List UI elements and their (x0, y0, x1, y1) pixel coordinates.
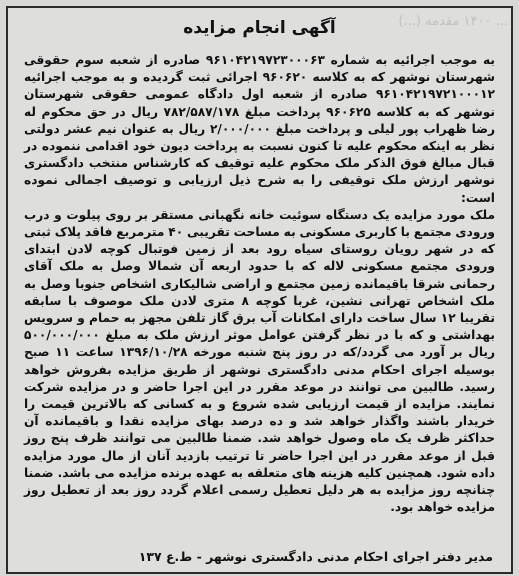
notice-paragraph-2: ملک مورد مزایده یک دستگاه سوئیت خانه نگهبانی مستقر بر روی پیلوت و درب ورودی مجتمع با کاربری مسکونی به مساحت تقریبی ۴۰ مترمربع فاقد پلاک ثبتی که در شهر رویان روستای سیاه رود بعد از زمین فوتبال کوچه لادن ابتدای ورودی مجتمع مسکونی لاله که با حدود اربعه آن شمالا وصل به ملک آقای رحمانی شرقا باقیمانده زمین مجتمع و اراضی شالیکاری اشخاص جنوبا وصل به ملک اشخاص تهرانی نشین، غربا کوچه ۸ متری لادن ملک موصوف با سابقه تقریبا ۱۲ سال ساخت دارای امکانات آب برق گاز تلفن مجهز به حمام و سرویس بهداشتی و که با در نظر گرفتن عوامل موثر ارزش ملک به مبلغ ۵۰۰/۰۰۰/۰۰۰ ریال بر آورد می گردد/که در روز پنج شنبه مورخه ۱۳۹۶/۱۰/۲۸ ساعت ۱۱ صبح بوسیله اجرای احکام مدنی دادگستری نوشهر از طریق مزایده بفروش خواهد رسید. طالبین می توانند در موعد مقرر در این اجرا حاضر و در مزایده شرکت نمایند. مزایده از قیمت ارزیابی شده شروع و به کسانی که بالاترین قیمت را خریدار باشند واگذار خواهد شد و ده درصد بهای مزایده نقدا و باقیمانده آن حداکثر ظرف یک ماه وصول خواهد شد. ضمنا طالبین می توانند ظرف پنج روز قبل از موعد مقرر در این اجرا حاضر تا ترتیب بازدید آنان از مال مورد مزایده داده شود. همچنین کلیه هزینه های متعلقه به عهده برنده مزایده می باشد. ضمنا چنانچه روز مزایده به هر دلیل تعطیل رسمی اعلام گردد روز بعد از تعطیل روز مزایده خواهد بود. (24, 207, 496, 515)
notice-title: آگهی انجام مزایده (183, 18, 336, 38)
notice-body (24, 52, 495, 516)
bleed-through-text: ... ۱۴۰۰ مقدمه (...) (398, 14, 508, 29)
notice-signature: مدیر دفتر اجرای احکام مدنی دادگستری نوشهر - ط.ع ۱۳۷ (138, 549, 493, 564)
notice-paragraph-1: به موجب اجرائیه به شماره ۹۶۱۰۴۲۱۹۷۲۳۰۰۰۶۳ صادره از شعبه سوم حقوقی شهرستان نوشهر که به کلاسه ۹۶۰۶۲۰ اجرائی ثبت گردیده و به موجب اجرائیه ۹۶۱۰۴۲۱۹۷۲۱۰۰۰۱۲ صادره از شعبه اول دادگاه عمومی حقوقی شهرستان نوشهر که به کلاسه ۹۶۰۶۲۵ پرداخت مبلغ ۷۸۲/۵۸۷/۱۷۸ ریال در حق محکوم له رضا ظهراب پور لیلی و پرداخت مبلغ ۲/۰۰۰/۰۰۰ ریال به عنوان نیم عشر دولتی نظر به اینکه محکوم علیه تا کنون نسبت به پرداخت دیون خود اقدامی ننموده در قبال مبالغ فوق الذکر ملک محکوم علیه توقیف که کارشناس منتخب دادگستری نوشهر ارزش ملک توقیفی را به شرح ذیل ارزیابی و توصیف اجمالی نموده است: (24, 53, 495, 205)
notice-border (6, 6, 513, 574)
